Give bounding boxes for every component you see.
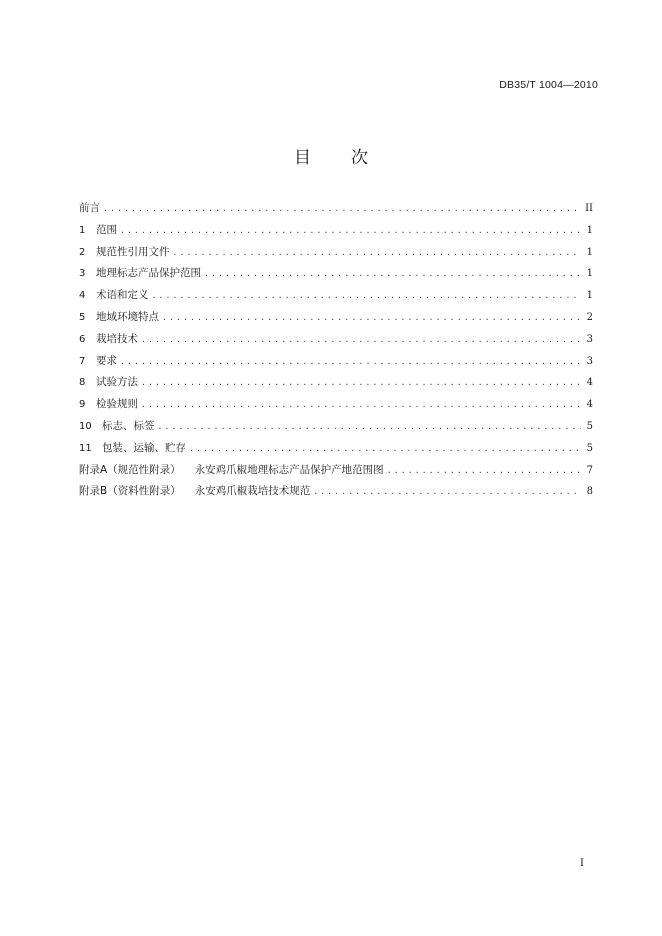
toc-leader-dots xyxy=(141,372,581,394)
toc-entry-number: 2 xyxy=(79,246,86,258)
page-number: I xyxy=(580,858,584,869)
document-code: DB35/T 1004—2010 xyxy=(499,79,598,91)
toc-leader-dots xyxy=(158,416,582,438)
toc-entry-page: 8 xyxy=(586,486,593,498)
toc-entry-label: 地理标志产品保护范围 xyxy=(96,267,201,280)
toc-entry-8[interactable] xyxy=(79,372,593,394)
toc-entry-1[interactable] xyxy=(79,220,593,242)
toc-entry-number: 10 xyxy=(79,420,92,432)
toc-leader-dots xyxy=(120,220,581,242)
toc-entry-label: 术语和定义 xyxy=(96,289,149,302)
toc-leader-dots xyxy=(120,351,581,373)
toc-entry-label: 永安鸡爪椒栽培技术规范 xyxy=(194,485,311,498)
toc-entry-label: 地域环境特点 xyxy=(96,310,159,323)
table-of-contents xyxy=(79,198,593,503)
toc-leader-dots xyxy=(204,263,581,285)
toc-entry-9[interactable] xyxy=(79,394,593,416)
toc-entry-page: 5 xyxy=(586,442,593,454)
toc-entry-number: 1 xyxy=(79,224,86,236)
toc-entry-label: 前言 xyxy=(79,202,100,214)
toc-entry-page: 3 xyxy=(586,333,593,345)
toc-entry-label: 检验规则 xyxy=(96,398,138,411)
toc-appendix-prefix: 附录A（规范性附录） xyxy=(79,463,181,476)
toc-leader-dots xyxy=(162,307,581,329)
toc-entry-page: 4 xyxy=(586,399,593,411)
toc-entry-label: 包装、运输、贮存 xyxy=(102,441,186,454)
toc-leader-dots xyxy=(189,438,581,460)
toc-leader-dots xyxy=(152,285,582,307)
toc-entry-number: 4 xyxy=(79,290,86,302)
toc-entry-foreword[interactable] xyxy=(79,198,593,220)
toc-entry-page: 1 xyxy=(586,268,593,280)
toc-entry-page: 4 xyxy=(586,377,593,389)
page-title-char-1: 目 xyxy=(294,148,311,168)
toc-entry-page: 1 xyxy=(586,290,593,302)
toc-entry-number: 8 xyxy=(79,377,86,389)
toc-entry-number: 6 xyxy=(79,333,86,345)
toc-entry-3[interactable] xyxy=(79,263,593,285)
toc-entry-label: 栽培技术 xyxy=(96,332,138,345)
toc-entry-11[interactable] xyxy=(79,438,593,460)
toc-leader-dots xyxy=(141,394,581,416)
toc-entry-page: 1 xyxy=(586,246,593,258)
toc-entry-7[interactable] xyxy=(79,351,593,373)
toc-entry-6[interactable] xyxy=(79,329,593,351)
toc-entry-page: 1 xyxy=(586,224,593,236)
toc-entry-10[interactable] xyxy=(79,416,593,438)
toc-leader-dots xyxy=(387,460,581,482)
toc-entry-number: 11 xyxy=(79,442,92,454)
page-title-char-2: 次 xyxy=(351,148,368,168)
toc-entry-page: 7 xyxy=(586,464,593,476)
toc-leader-dots xyxy=(173,242,582,264)
toc-entry-label: 永安鸡爪椒地理标志产品保护产地范围图 xyxy=(194,463,384,476)
toc-entry-page: 2 xyxy=(586,311,593,323)
toc-entry-page: 5 xyxy=(586,420,593,432)
toc-entry-label: 规范性引用文件 xyxy=(96,245,170,258)
toc-entry-appendix-b[interactable] xyxy=(79,481,593,503)
toc-entry-label: 标志、标签 xyxy=(102,419,155,432)
toc-entry-number: 3 xyxy=(79,268,86,280)
toc-entry-label: 范围 xyxy=(96,223,117,236)
toc-leader-dots xyxy=(103,198,581,220)
toc-leader-dots xyxy=(141,329,581,351)
toc-entry-number: 7 xyxy=(79,355,86,367)
toc-entry-appendix-a[interactable] xyxy=(79,460,593,482)
toc-entry-number: 5 xyxy=(79,311,86,323)
toc-entry-page: 3 xyxy=(586,355,593,367)
toc-entry-2[interactable] xyxy=(79,242,593,264)
toc-entry-number: 9 xyxy=(79,399,86,411)
toc-entry-5[interactable] xyxy=(79,307,593,329)
page-title xyxy=(0,143,662,168)
toc-entry-4[interactable] xyxy=(79,285,593,307)
toc-leader-dots xyxy=(313,481,581,503)
toc-entry-page: II xyxy=(585,203,593,214)
toc-entry-label: 试验方法 xyxy=(96,376,138,389)
toc-entry-label: 要求 xyxy=(96,354,117,367)
toc-appendix-prefix: 附录B（资料性附录） xyxy=(79,485,181,498)
